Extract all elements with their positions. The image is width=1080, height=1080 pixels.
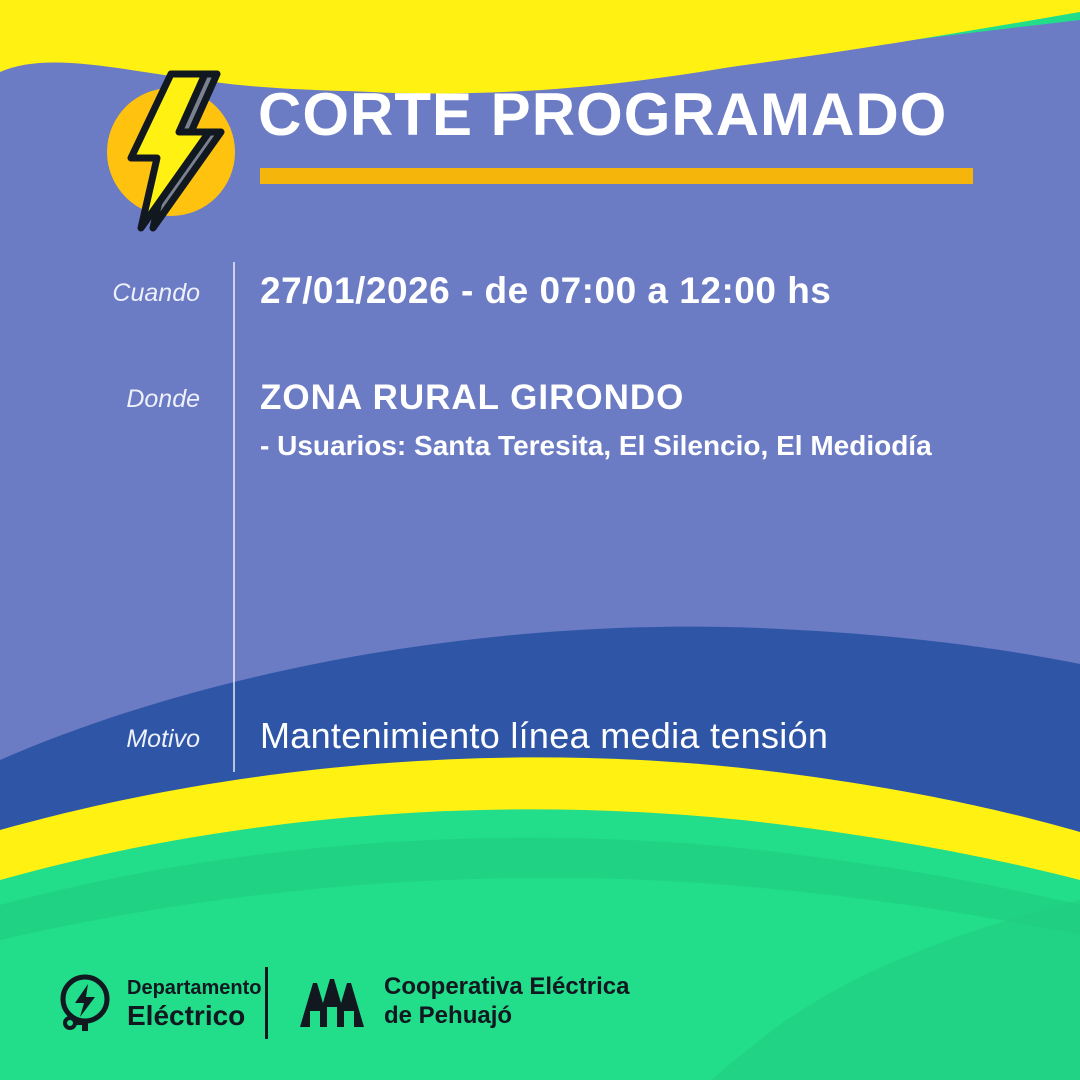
value-donde: ZONA RURAL GIRONDO <box>260 378 685 417</box>
header <box>0 60 1080 240</box>
content-divider <box>233 262 235 772</box>
page-title: CORTE PROGRAMADO <box>258 81 948 148</box>
value-cuando: 27/01/2026 - de 07:00 a 12:00 hs <box>260 270 832 311</box>
label-donde: Donde <box>126 385 200 413</box>
footer <box>0 955 1080 1080</box>
lightning-bolt-icon <box>103 70 243 230</box>
footer-department-line1: Departamento <box>127 977 262 1000</box>
footer-department-line2: Eléctrico <box>127 999 246 1031</box>
label-cuando: Cuando <box>112 279 200 307</box>
footer-department <box>57 973 261 1035</box>
footer-separator <box>265 967 268 1039</box>
footer-cooperative-line1: Cooperativa Eléctrica <box>384 973 630 1001</box>
value-motivo: Mantenimiento línea media tensión <box>260 715 829 756</box>
value-donde-users: - Usuarios: Santa Teresita, El Silencio, El Mediodía <box>260 430 932 461</box>
title-underline <box>260 168 973 184</box>
footer-cooperative-line2: de Pehuajó <box>384 1002 513 1029</box>
electric-plug-bolt-icon <box>57 973 113 1035</box>
label-motivo: Motivo <box>126 725 200 753</box>
cooperative-logo-icon <box>296 971 368 1033</box>
footer-cooperative <box>296 971 629 1033</box>
